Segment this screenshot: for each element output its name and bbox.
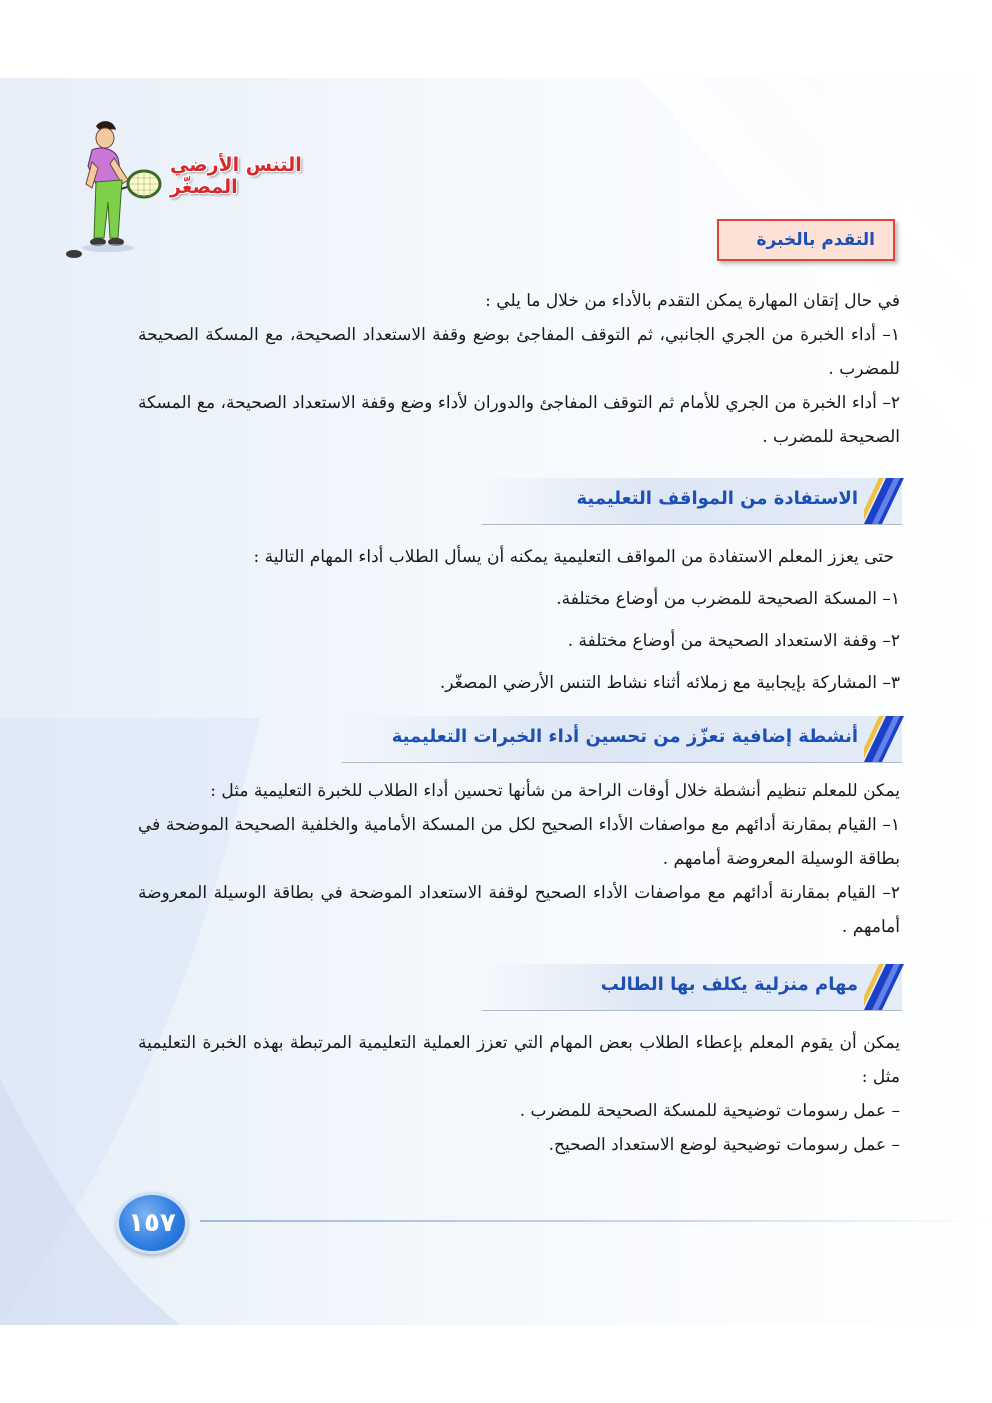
section-1-lead: حتى يعزز المعلم الاستفادة من المواقف التعليمية يمكنه أن يسأل الطلاب أداء المهام التالية : — [253, 547, 894, 567]
section-2-lead: يمكن للمعلم تنظيم أنشطة خلال أوقات الراحة من شأنها تحسين أداء الطلاب للخبرة التعليمية مثل : — [210, 781, 900, 801]
section-3-item-2: – عمل رسومات توضيحية لوضع الاستعداد الصحيح. — [548, 1135, 900, 1155]
section-3-item-1: – عمل رسومات توضيحية للمسكة الصحيحة للمضرب . — [519, 1101, 900, 1121]
section-3-lead: يمكن أن يقوم المعلم بإعطاء الطلاب بعض المهام التي تعزز العملية التعليمية المرتبطة بهذه الخبرة التعليمية مثل : — [138, 1033, 900, 1087]
section-1-body — [138, 540, 900, 700]
section-2-item-1: ١– القيام بمقارنة أدائهم مع مواصفات الأداء الصحيح لكل من المسكة الأمامية والخلفية الصحيحة الموضحة في بطاقة الوسيلة المعروضة أمامهم . — [138, 815, 900, 869]
section-1-item-2: ٢– وقفة الاستعداد الصحيحة من أوضاع مختلفة . — [567, 631, 900, 651]
section-2-item-2: ٢– القيام بمقارنة أدائهم مع مواصفات الأداء الصحيح لوقفة الاستعداد الموضحة في بطاقة الوسيلة المعروضة أمامهم . — [138, 883, 900, 937]
intro-item-1: ١– أداء الخبرة من الجري الجانبي، ثم التوقف المفاجئ بوضع وقفة الاستعداد الصحيحة، مع المسكة الصحيحة للمضرب . — [138, 325, 900, 379]
intro-lead: في حال إتقان المهارة يمكن التقدم بالأداء من خلال ما يلي : — [485, 291, 900, 311]
section-3-body — [138, 1026, 900, 1162]
chapter-title: التنس الأرضي المصغّر — [170, 154, 302, 198]
section-3-title: مهام منزلية يكلف بها الطالب — [600, 974, 858, 995]
intro-section — [138, 284, 900, 454]
section-2-title: أنشطة إضافية تعزّز من تحسين أداء الخبرات التعليمية — [391, 726, 858, 747]
banner-slash-icon — [864, 478, 904, 524]
section-banner-1 — [482, 478, 902, 525]
banner-slash-icon — [864, 716, 904, 762]
section-2-body — [138, 774, 900, 944]
section-banner-2 — [342, 716, 902, 763]
section-1-item-3: ٣– المشاركة بإيجابية مع زملائه أثناء نشاط التنس الأرضي المصغّر. — [439, 673, 900, 693]
banner-slash-icon — [864, 964, 904, 1010]
section-1-item-1: ١– المسكة الصحيحة للمضرب من أوضاع مختلفة. — [556, 589, 900, 609]
subsection-tag-label: التقدم بالخبرة — [756, 230, 875, 250]
intro-item-2: ٢– أداء الخبرة من الجري للأمام ثم التوقف المفاجئ والدوران لأداء وضع وقفة الاستعداد الصحيحة، مع المسكة الصحيحة للمضرب . — [138, 393, 900, 447]
section-banner-3 — [482, 964, 902, 1011]
subsection-tag — [717, 219, 895, 261]
footer-divider — [200, 1220, 992, 1222]
page-number-badge: ١٥٧ — [116, 1192, 188, 1254]
section-1-title: الاستفادة من المواقف التعليمية — [576, 488, 858, 509]
tennis-player-illustration — [52, 118, 164, 266]
